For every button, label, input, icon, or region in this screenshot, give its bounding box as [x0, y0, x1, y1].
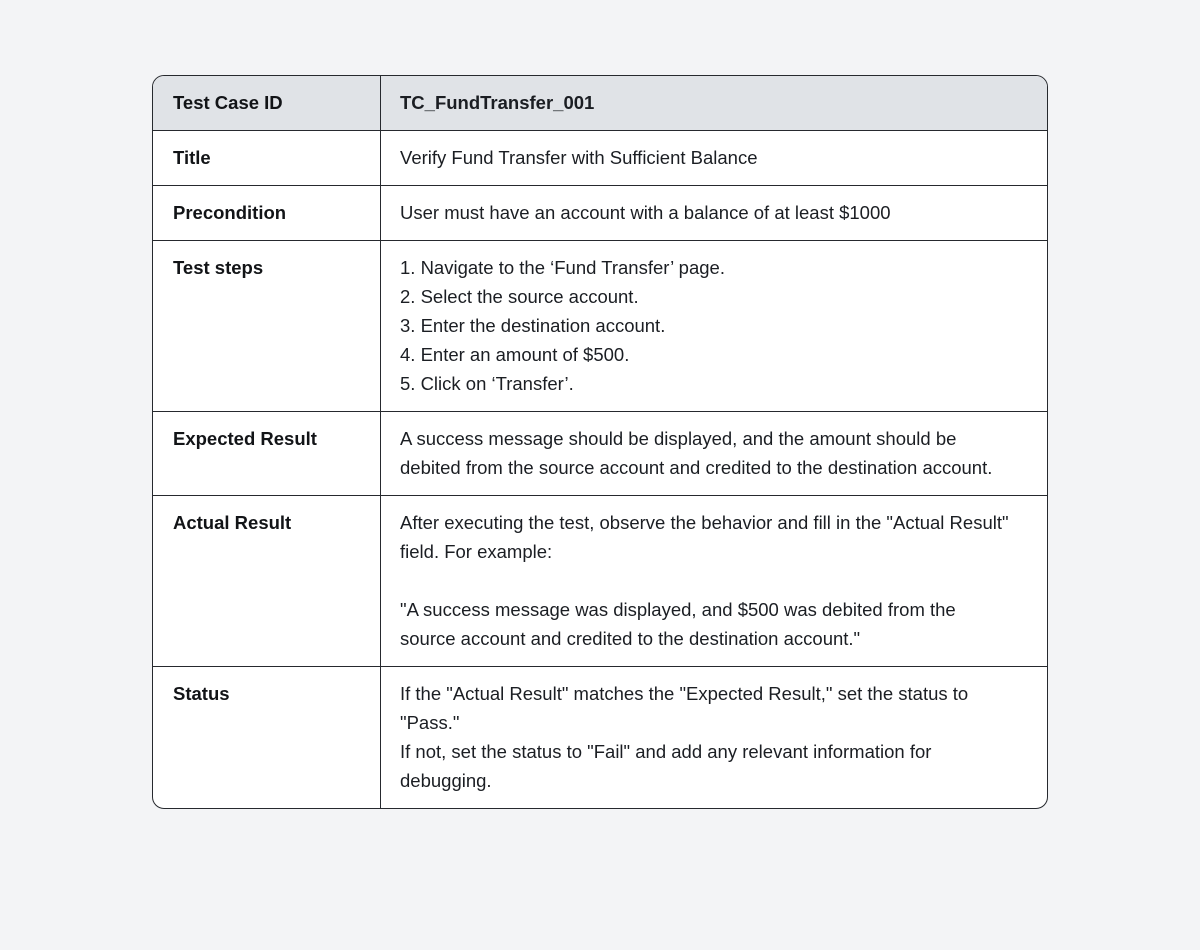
- row-label: Status: [153, 667, 381, 808]
- row-label: Actual Result: [153, 496, 381, 666]
- row-label: Test Case ID: [153, 76, 381, 130]
- content-line: TC_FundTransfer_001: [400, 92, 595, 113]
- row-content: [381, 76, 1047, 130]
- row-label: Title: [153, 131, 381, 185]
- content-line: User must have an account with a balance of at least $1000: [400, 202, 891, 223]
- row-content: [381, 496, 1047, 666]
- table-header-row: [153, 76, 1047, 130]
- content-line: 4. Enter an amount of $500.: [400, 344, 630, 365]
- table-row: [153, 130, 1047, 185]
- table-row: [153, 185, 1047, 240]
- content-line: After executing the test, observe the behavior and fill in the "Actual Result" field. For example:: [400, 512, 1009, 562]
- row-content: [381, 412, 1047, 495]
- row-content: [381, 186, 1047, 240]
- blank-line: [400, 566, 1013, 595]
- content-line: 3. Enter the destination account.: [400, 315, 666, 336]
- table-row: [153, 240, 1047, 411]
- test-case-table: [152, 75, 1048, 809]
- content-line: 1. Navigate to the ‘Fund Transfer’ page.: [400, 257, 725, 278]
- content-line: A success message should be displayed, and the amount should be debited from the source account and credited to the destination account.: [400, 428, 993, 478]
- row-label: Expected Result: [153, 412, 381, 495]
- table-row: [153, 666, 1047, 808]
- content-line: If the "Actual Result" matches the "Expected Result," set the status to "Pass.": [400, 683, 969, 733]
- content-line: 2. Select the source account.: [400, 286, 639, 307]
- row-content: [381, 131, 1047, 185]
- row-label: Precondition: [153, 186, 381, 240]
- content-line: If not, set the status to "Fail" and add any relevant information for debugging.: [400, 741, 932, 791]
- content-line: Verify Fund Transfer with Sufficient Balance: [400, 147, 758, 168]
- row-content: [381, 241, 1047, 411]
- table-row: [153, 411, 1047, 495]
- row-label: Test steps: [153, 241, 381, 411]
- content-line: "A success message was displayed, and $500 was debited from the source account and credited to the destination account.": [400, 599, 956, 649]
- content-line: 5. Click on ‘Transfer’.: [400, 373, 574, 394]
- row-content: [381, 667, 1047, 808]
- table-row: [153, 495, 1047, 666]
